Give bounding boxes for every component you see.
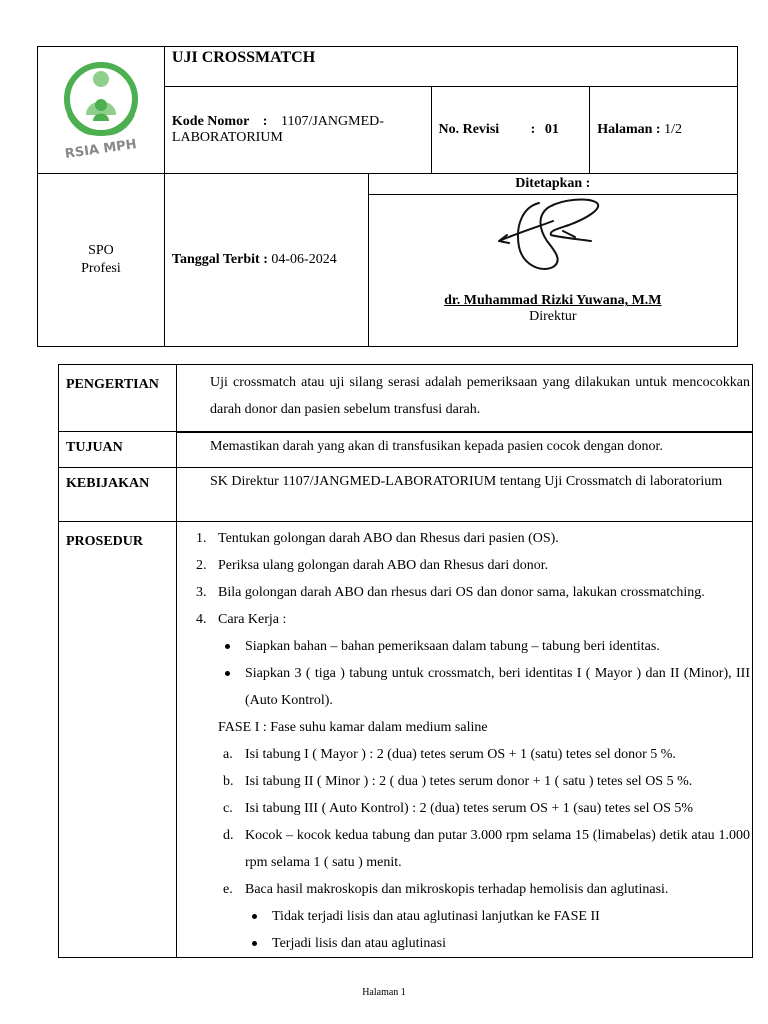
fase-step (177, 768, 750, 795)
bullet-icon (252, 941, 257, 946)
procedure-step (177, 552, 750, 579)
tanggal-label: Tanggal Terbit : (171, 252, 268, 268)
list-item-text: Tentukan golongan darah ABO dan Rhesus dari pasien (OS). (218, 531, 559, 546)
revisi-label: No. Revisi (438, 122, 500, 138)
list-item-text: Bila golongan darah ABO dan rhesus dari OS dan donor sama, lakukan crossmatching. (218, 585, 705, 600)
list-marker: 1. (196, 531, 207, 546)
fase-step (177, 876, 750, 903)
tujuan-label: TUJUAN (59, 432, 177, 468)
revisi-colon: : (530, 122, 536, 138)
pengertian-text: Uji crossmatch atau uji silang serasi adalah pemeriksaan yang dilakukan untuk mencocokkan darah donor dan pasien sebelum transfusi darah. (177, 365, 753, 432)
spo-text: SPO (88, 243, 114, 259)
list-item-text: Cara Kerja : (218, 612, 287, 627)
list-marker: b. (223, 774, 234, 789)
list-marker: 4. (196, 612, 207, 627)
fase-step (177, 795, 750, 822)
page-footer: Halaman 1 (362, 987, 406, 998)
kode-nomor-cell (164, 87, 431, 174)
list-marker: d. (223, 828, 234, 843)
halaman-label: Halaman : (597, 122, 661, 138)
pengertian-label: PENGERTIAN (59, 365, 177, 432)
list-marker: c. (223, 801, 233, 816)
list-item-text: Periksa ulang golongan darah ABO dan Rhesus dari donor. (218, 558, 549, 573)
fase-sub-bullet (177, 930, 750, 957)
list-item-text: Kocok – kocok kedua tabung dan putar 3.000 rpm selama 15 (limabelas) detik atau 1.000 rpm selama 1 ( satu ) menit. (245, 828, 750, 870)
rsia-mph-logo (53, 53, 149, 163)
fase-sub-bullet (177, 903, 750, 930)
fase-step (177, 822, 750, 876)
procedure-step (177, 579, 750, 606)
spo-content-table (58, 364, 753, 958)
list-item-text: Isi tabung I ( Mayor ) : 2 (dua) tetes serum OS + 1 (satu) tetes sel donor 5 %. (245, 747, 676, 762)
halaman-cell (590, 87, 738, 174)
kebijakan-text: SK Direktur 1107/JANGMED-LABORATORIUM tentang Uji Crossmatch di laboratorium (177, 468, 753, 522)
kode-nomor-label: Kode Nomor (171, 114, 250, 130)
signer-title: Direktur (529, 309, 577, 325)
signature (493, 195, 613, 275)
signature-cell (368, 195, 737, 347)
profesi-text: Profesi (81, 261, 121, 277)
tanggal-cell (164, 174, 368, 347)
list-item-text: FASE I : Fase suhu kamar dalam medium saline (218, 720, 488, 735)
tanggal-value: 04-06-2024 (271, 252, 337, 268)
list-item-text: Terjadi lisis dan atau aglutinasi (272, 936, 446, 951)
prosedur-content (177, 522, 753, 958)
ditetapkan-label: Ditetapkan : (368, 174, 737, 195)
list-item-text: Siapkan 3 ( tiga ) tabung untuk crossmatch, beri identitas I ( Mayor ) dan II (Minor), III (Auto Kontrol). (245, 666, 750, 708)
signer-name: dr. Muhammad Rizki Yuwana, M.M (444, 293, 662, 309)
list-marker: a. (223, 747, 233, 762)
document-title: UJI CROSSMATCH (164, 47, 737, 87)
header-table (37, 46, 738, 347)
list-item-text: Baca hasil makroskopis dan mikroskopis terhadap hemolisis dan aglutinasi. (245, 882, 669, 897)
halaman-value: 1/2 (664, 122, 682, 138)
spo-cell (38, 174, 165, 347)
list-marker: e. (223, 882, 233, 897)
list-marker: 3. (196, 585, 207, 600)
tujuan-text: Memastikan darah yang akan di transfusikan kepada pasien cocok dengan donor. (177, 432, 753, 468)
list-item-text: Isi tabung II ( Minor ) : 2 ( dua ) tetes serum donor + 1 ( satu ) tetes sel OS 5 %. (245, 774, 693, 789)
revisi-value: 01 (544, 122, 559, 138)
procedure-step (177, 525, 750, 552)
prosedur-label: PROSEDUR (59, 522, 177, 958)
kode-nomor-value: 1107/JANGMED-LABORATORIUM (171, 114, 384, 146)
kebijakan-label: KEBIJAKAN (59, 468, 177, 522)
list-marker: 2. (196, 558, 207, 573)
procedure-bullet (177, 660, 750, 714)
list-item-text: Tidak terjadi lisis dan atau aglutinasi lanjutkan ke FASE II (272, 909, 600, 924)
list-item-text: Siapkan bahan – bahan pemeriksaan dalam tabung – tabung beri identitas. (245, 639, 660, 654)
bullet-icon (225, 671, 230, 676)
fase-heading (177, 714, 750, 741)
logo-cell (38, 47, 165, 174)
revisi-cell (431, 87, 590, 174)
procedure-step (177, 606, 750, 633)
list-item-text: Isi tabung III ( Auto Kontrol) : 2 (dua) tetes serum OS + 1 (sau) tetes sel OS 5% (245, 801, 694, 816)
fase-step (177, 741, 750, 768)
kode-nomor-colon: : (262, 114, 268, 130)
bullet-icon (252, 914, 257, 919)
procedure-bullet (177, 633, 750, 660)
bullet-icon (225, 644, 230, 649)
svg-text:RSIA MPH: RSIA MPH (63, 136, 138, 162)
